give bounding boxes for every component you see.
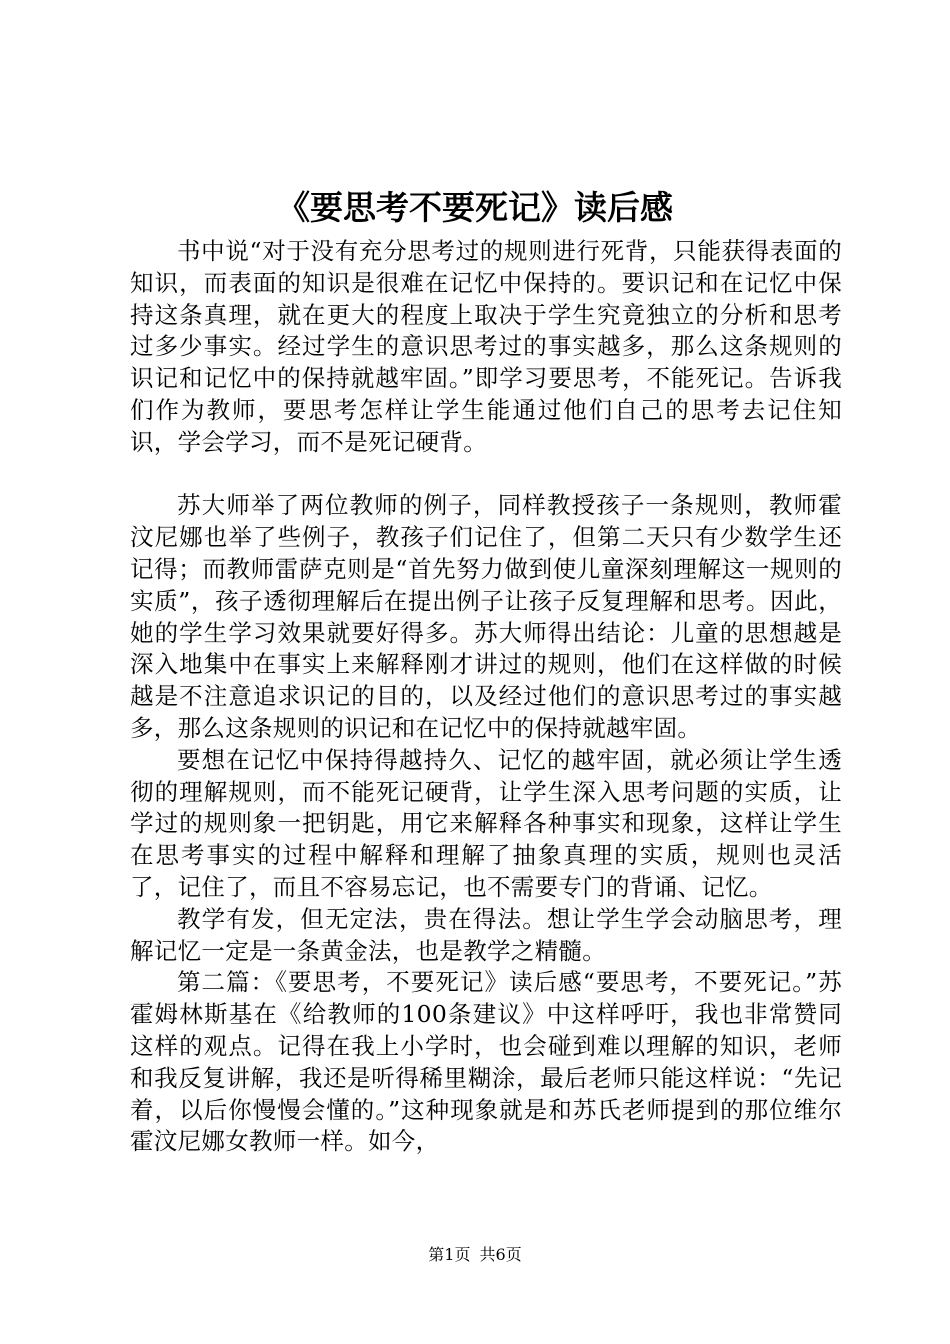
page-total: 共6页: [479, 1245, 522, 1264]
paragraph-3: 要想在记忆中保持得越持久、记忆的越牢固，就必须让学生透彻的理解规则，而不能死记硬背，让学生深入思考问题的实质，让学过的规则象一把钥匙，用它来解释各种事实和现象，这样让学生在思考事实的过程中解释和理解了抽象真理的实质，规则也灵活了，记住了，而且不容易忘记，也不需要专门的背诵、记忆。: [130, 745, 842, 901]
page-footer: [0, 1244, 950, 1266]
paragraph-5: 第二篇：《要思考，不要死记》读后感“要思考，不要死记。”苏霍姆林斯基在《给教师的100条建议》中这样呼吁，我也非常赞同这样的观点。记得在我上小学时，也会碰到难以理解的知识，老师和我反复讲解，我还是听得稀里糊涂，最后老师只能这样说：“先记着，以后你慢慢会懂的。”这种现象就是和苏氏老师提到的那位维尔霍汶尼娜女教师一样。如今，: [130, 968, 842, 1156]
document-title: 《要思考不要死记》读后感: [277, 188, 673, 227]
paragraph-1: 书中说“对于没有充分思考过的规则进行死背，只能获得表面的知识，而表面的知识是很难在记忆中保持的。要识记和在记忆中保持这条真理，就在更大的程度上取决于学生究竟独立的分析和思考过多少事实。经过学生的意识思考过的事实越多，那么这条规则的识记和记忆中的保持就越牢固。”即学习要思考，不能死记。告诉我们作为教师，要思考怎样让学生能通过他们自己的思考去记住知识，学会学习，而不是死记硬背。: [130, 237, 842, 456]
paragraph-spacer: [130, 459, 842, 491]
document-body: [130, 236, 842, 1158]
paragraph-4: 教学有发，但无定法，贵在得法。想让学生学会动脑思考，理解记忆一定是一条黄金法，也是教学之精髓。: [130, 904, 842, 965]
page-number: 第1页: [428, 1245, 471, 1264]
paragraph-2: 苏大师举了两位教师的例子，同样教授孩子一条规则，教师霍汶尼娜也举了些例子，教孩子们记住了，但第二天只有少数学生还记得；而教师雷萨克则是“首先努力做到使儿童深刻理解这一规则的实质”，孩子透彻理解后在提出例子让孩子反复理解和思考。因此，她的学生学习效果就要好得多。苏大师得出结论：儿童的思想越是深入地集中在事实上来解释刚才讲过的规则，他们在这样做的时候越是不注意追求识记的目的，以及经过他们的意识思考过的事实越多，那么这条规则的识记和在记忆中的保持就越牢固。: [130, 491, 842, 742]
